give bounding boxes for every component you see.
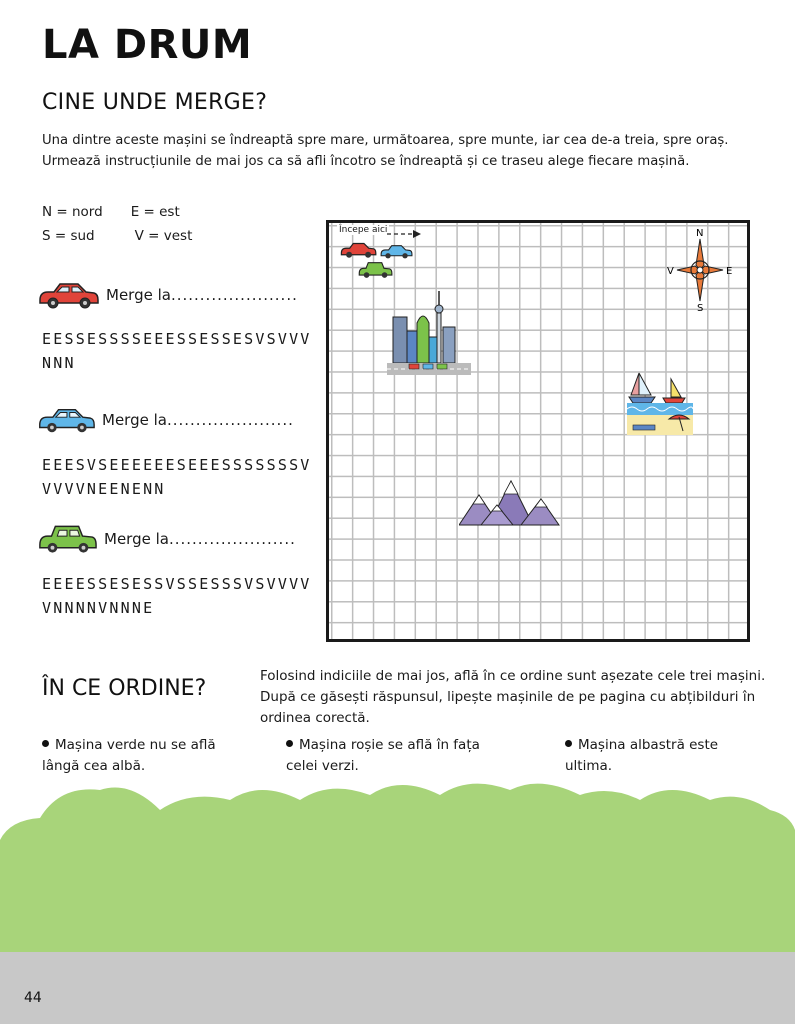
page-title: LA DRUM bbox=[42, 22, 253, 68]
directions-line: NNN bbox=[42, 354, 76, 372]
directions-blue bbox=[42, 453, 312, 501]
direction-legend bbox=[42, 200, 192, 248]
directions-green bbox=[42, 572, 312, 620]
answer-blank[interactable]: ...................... bbox=[166, 411, 294, 429]
hedge-illustration bbox=[0, 770, 795, 1024]
directions-line: EEESVSEEEEEESEEESSSSSSSV bbox=[42, 456, 312, 474]
compass-east-label: E bbox=[726, 266, 733, 277]
order-instructions: Folosind indiciile de mai jos, află în ce ordine sunt așezate cele trei mașini. După ce găsești răspunsul, lipește mașinile de pe pagina cu abțibilduri în ordinea corectă. bbox=[260, 668, 766, 726]
clue-text: Mașina verde nu se află lângă cea albă. bbox=[42, 737, 216, 774]
car-row-red bbox=[36, 280, 298, 310]
directions-line: VNNNNVNNNE bbox=[42, 599, 155, 617]
car-row-green bbox=[36, 523, 296, 555]
merge-label: Merge la bbox=[104, 530, 169, 548]
compass-rose-icon bbox=[665, 227, 735, 313]
intro-text bbox=[42, 130, 772, 172]
page-number: 44 bbox=[24, 990, 42, 1006]
intro-line-2: Urmează instrucțiunile de mai jos ca să afli încotro se îndreaptă și ce traseu alege fiecare mașină. bbox=[42, 154, 690, 169]
start-label bbox=[337, 225, 389, 235]
small-red-car-icon bbox=[339, 241, 377, 259]
legend-west: V = vest bbox=[134, 228, 193, 244]
directions-line: VVVVNEENENN bbox=[42, 480, 166, 498]
compass-south-label: S bbox=[697, 303, 704, 313]
directions-line: EEEESSESESSVSSESSSVSVVVV bbox=[42, 575, 312, 593]
clue-text: Mașina albastră este ultima. bbox=[565, 737, 719, 774]
city-icon bbox=[387, 287, 471, 377]
answer-blank[interactable]: ...................... bbox=[170, 286, 298, 304]
section-title-cine-unde-merge: CINE UNDE MERGE? bbox=[42, 90, 268, 115]
legend-east: E = est bbox=[130, 204, 180, 220]
section-title-in-ce-ordine: ÎN CE ORDINE? bbox=[42, 676, 207, 701]
small-green-car-icon bbox=[357, 261, 393, 279]
start-arrow-icon bbox=[387, 229, 423, 239]
merge-label: Merge la bbox=[106, 286, 171, 304]
car-row-blue bbox=[36, 405, 294, 435]
seaside-icon bbox=[627, 369, 697, 435]
intro-line-1: Una dintre aceste mașini se îndreaptă spre mare, următoarea, spre munte, iar cea de-a treia, spre oraș. bbox=[42, 133, 729, 148]
merge-label: Merge la bbox=[102, 411, 167, 429]
compass-north-label: N bbox=[696, 228, 704, 239]
start-label-text: Începe aici bbox=[339, 225, 388, 235]
mountains-icon bbox=[459, 477, 561, 527]
bullet-icon bbox=[286, 740, 293, 747]
green-car-icon bbox=[36, 523, 98, 555]
blue-car-icon bbox=[36, 405, 96, 435]
map-grid[interactable] bbox=[326, 220, 750, 642]
clue-text: Mașina roșie se află în fața celei verzi. bbox=[286, 737, 480, 774]
bullet-icon bbox=[42, 740, 49, 747]
legend-south: S = sud bbox=[42, 228, 95, 244]
small-blue-car-icon bbox=[379, 243, 413, 260]
answer-blank[interactable]: ...................... bbox=[168, 530, 296, 548]
compass-west-label: V bbox=[667, 266, 674, 277]
bullet-icon bbox=[565, 740, 572, 747]
directions-line: EESSESSSSEEESSESSESVSVVV bbox=[42, 330, 312, 348]
directions-red bbox=[42, 327, 312, 375]
legend-north: N = nord bbox=[42, 204, 103, 220]
red-car-icon bbox=[36, 280, 100, 310]
